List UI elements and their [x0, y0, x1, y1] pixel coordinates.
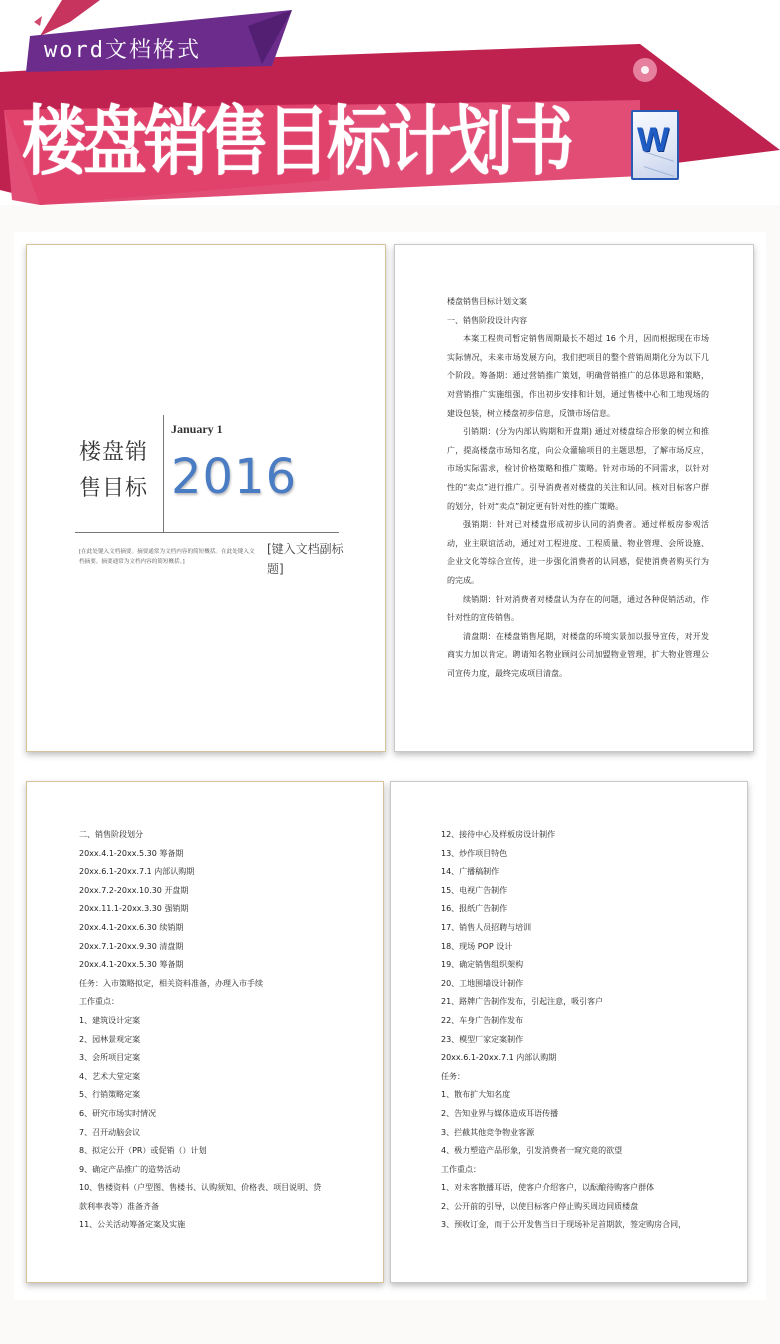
list-item: 14、广播稿制作 [441, 867, 500, 877]
list-item: 任务：入市策略拟定，相关资料准备，办理入市手续 [79, 978, 263, 988]
cover-title: 楼盘销售目标 [79, 440, 149, 501]
list-item: 3、预收订金，而于公开发售当日于现场补足首期款，签定购房合同， [441, 1220, 687, 1230]
cover-vertical-divider [163, 415, 164, 533]
list-item: 20xx.4.1-20xx.5.30 筹备期 [79, 960, 184, 970]
list-item: 4、极力塑造产品形象，引发消费者一窥究竟的欲望 [441, 1146, 623, 1156]
list-item: 22、车身广告制作发布 [441, 1015, 524, 1025]
phase-heading: 20xx.6.1-20xx.7.1 内部认购期 [441, 1053, 557, 1063]
list-item: 4、艺术大堂定案 [79, 1071, 141, 1081]
list-item: 1、散布扩大知名度 [441, 1090, 511, 1100]
paragraph: 引销期：(分为内部认购期和开盘期) 通过对楼盘综合形象的树立和推广，提高楼盘市场知名度，向公众灌输项目的主题思想，了解市场反应，市场实际需求，检讨价格策略和推广策略。针对市场的不同需求，以针对性的“卖点”进行推广。引导消费者对楼盘的关注和认同。核对目标客户群的划分，针对“卖点”制定更有针对性的推广策略。 [447, 427, 709, 511]
list-item: 18、现场 POP 设计 [441, 941, 513, 951]
list-item: 20xx.7.2-20xx.10.30 开盘期 [79, 885, 189, 895]
subheading: 工作重点： [441, 1164, 481, 1174]
list-item: 3、会所项目定案 [79, 1053, 141, 1063]
cover-horizontal-divider [75, 532, 339, 533]
cover-abstract: [在此处键入文档摘要。摘要通常为文档内容的简短概括。在此处键入文档摘要。摘要通常为文档内容的简短概括。] [79, 549, 255, 565]
section-heading: 二、销售阶段划分 [79, 830, 143, 839]
list-item: 17、销售人员招聘与培训 [441, 922, 532, 932]
cover-date: January 1 [171, 422, 223, 436]
list-item: 20xx.4.1-20xx.6.30 续销期 [79, 922, 184, 932]
list-item: 23、模型厂家定案制作 [441, 1034, 524, 1044]
list-item: 19、确定销售组织架构 [441, 960, 524, 970]
document-page-4 [390, 781, 748, 1283]
list-item: 16、报纸广告制作 [441, 904, 508, 914]
list-item: 10、售楼资料（户型图、售楼书、认购须知、价格表、项目说明、贷 [79, 1183, 322, 1193]
list-item: 15、电视广告制作 [441, 885, 508, 895]
paragraph: 续销期：针对消费者对楼盘认为存在的问题，通过各种促销活动，作针对性的宣传销售。 [447, 594, 709, 623]
list-item: 5、行销策略定案 [79, 1090, 141, 1100]
list-item: 7、召开动脑会议 [79, 1127, 141, 1137]
cover-year: 2016 [171, 449, 298, 505]
format-tag: word文档格式 [44, 38, 201, 63]
list-item: 2、告知业界与媒体造成耳语传播 [441, 1108, 559, 1118]
list-item: 20、工地围墙设计制作 [441, 978, 524, 988]
list-item: 6、研究市场实时情况 [79, 1108, 157, 1118]
subheading: 任务： [441, 1071, 465, 1081]
word-icon [631, 110, 679, 180]
promo-banner [0, 0, 780, 205]
list-item: 12、接待中心及样板房设计制作 [441, 830, 556, 839]
paragraph: 清盘期：在楼盘销售尾期，对楼盘的环境实景加以报导宣传，对开发商实力加以肯定。聘请知名物业顾问公司加盟物业管理，扩大物业管理公司宣传力度，最终完成项目清盘。 [447, 631, 709, 678]
list-item: 20xx.6.1-20xx.7.1 内部认购期 [79, 867, 195, 877]
list-item: 9、确定产品推广的造势活动 [79, 1164, 181, 1174]
list-item: 20xx.7.1-20xx.9.30 清盘期 [79, 941, 184, 951]
page-3-body [79, 826, 339, 1235]
list-item: 2、公开前的引导，以使目标客户停止购买周边同质楼盘 [441, 1201, 639, 1211]
subheading: 工作重点： [79, 997, 119, 1007]
paragraph: 强销期：针对已对楼盘形成初步认同的消费者。通过样板房参观活动，业主联谊活动，通过对工程进度、工程质量、物业管理、会所设施、企业文化等综合宣传，进一步强化消费者的认同感，促使消费者购买行为的完成。 [447, 520, 709, 585]
banner-title: 楼盘销售目标计划书 [22, 98, 571, 187]
list-item: 20xx.11.1-20xx.3.30 强销期 [79, 904, 189, 914]
page-4-body [441, 826, 705, 1235]
document-page-2 [394, 244, 754, 752]
document-page-3 [26, 781, 384, 1283]
cover-page [26, 244, 386, 752]
list-item: 1、对未客散播耳语，使客户介绍客户，以酝酿待购客户群体 [441, 1183, 655, 1193]
list-item-continuation: 款利率表等）准备齐备 [79, 1201, 159, 1211]
section-heading: 一、销售阶段设计内容 [447, 315, 527, 325]
list-item: 11、公关活动筹备定案及实施 [79, 1220, 186, 1230]
list-item: 3、拦截其他竞争物业客源 [441, 1127, 535, 1137]
word-w-glyph: W [637, 121, 668, 159]
doc-title: 楼盘销售目标计划文案 [447, 297, 527, 306]
page-2-body [447, 293, 709, 683]
list-item: 2、园林景观定案 [79, 1034, 141, 1044]
cover-subtitle: [键入文档副标题] [267, 542, 344, 576]
list-item: 8、拟定公开（PR）或促销（）计划 [79, 1146, 207, 1156]
list-item: 13、炒作项目特色 [441, 848, 508, 858]
list-item: 21、路牌广告制作发布，引起注意，吸引客户 [441, 997, 604, 1007]
list-item: 20xx.4.1-20xx.5.30 筹备期 [79, 848, 184, 858]
paragraph: 本案工程贵司暂定销售周期最长不超过 16 个月，因而根据现在市场实际情况，未来市场发展方向，我们把项目的整个营销周期化分为以下几个阶段。筹备期：通过营销推广策划，明确营销推广的总体思路和策略，对营销推广实施组强，作出初步安排和计划，通过售楼中心和工地现场的建设包装，树立楼盘初步信息，反馈市场信息。 [447, 334, 709, 418]
list-item: 1、建筑设计定案 [79, 1015, 141, 1025]
